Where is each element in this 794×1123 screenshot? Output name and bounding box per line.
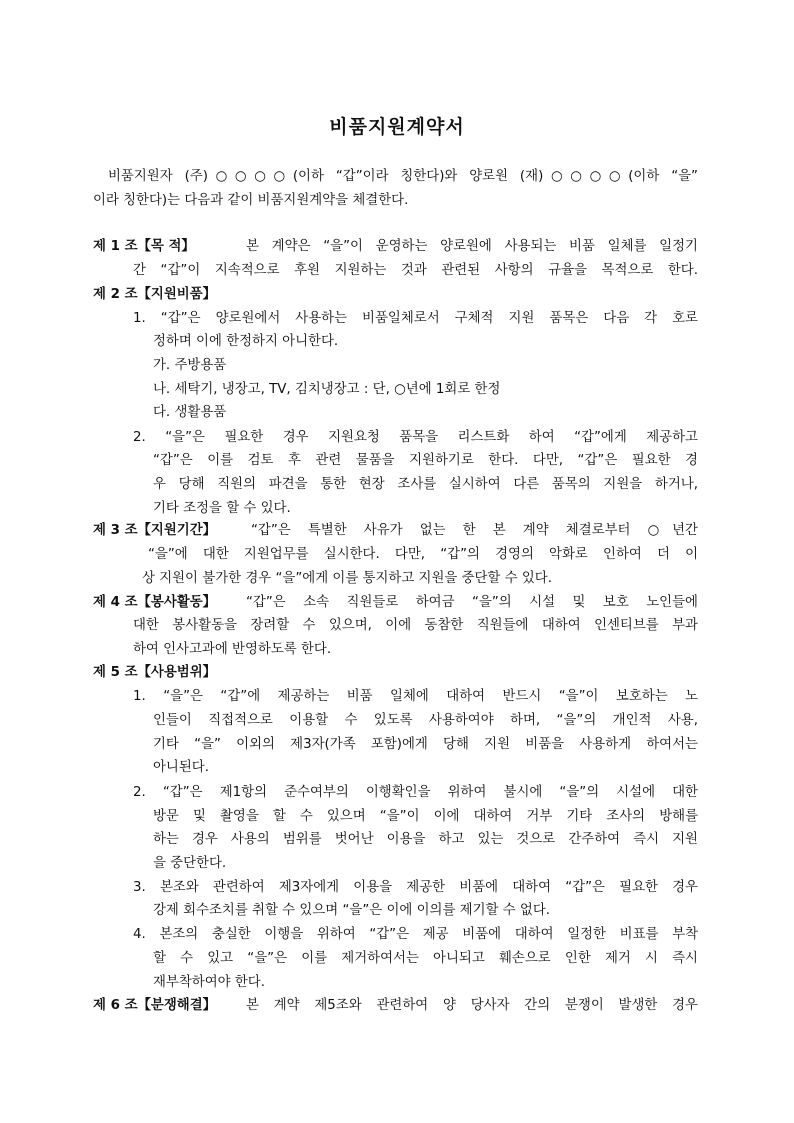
article-5-line-6: 방문 및 촬영을 할 수 있으며 “을”이 이에 대하여 거부 기타 조사의 방해를 bbox=[153, 809, 698, 824]
article-2-line-2: 정하며 이에 한정하지 아니한다. bbox=[153, 334, 339, 349]
article-5-line-13: 재부착하여야 한다. bbox=[153, 975, 265, 990]
intro-line-1: 비품지원자 (주)○○○○(이하 “갑”이라 칭한다)와 양로원 (재)○○○○(이하 “을” bbox=[108, 169, 698, 184]
article-2-item-ga: 가. 주방용품 bbox=[153, 358, 227, 373]
article-5-line-10: 강제 회수조치를 취할 수 있으며 “을”은 이에 이의를 제기할 수 없다. bbox=[153, 903, 551, 918]
article-5-line-2: 인들이 직접적으로 이용할 수 있도록 사용하여야 하며, “을”의 개인적 사용, bbox=[153, 713, 698, 728]
document-title: 비품지원계약서 bbox=[329, 116, 465, 138]
article-3-line-2: “을”에 대한 지원업무를 실시한다. 다만, “갑”의 경영의 악화로 인하여 더 이 bbox=[148, 547, 698, 562]
article-2-line-1: 1. “갑”은 양로원에서 사용하는 비품일체로서 구체적 지원 품목은 다음 각 호로 bbox=[133, 311, 698, 326]
article-5-line-11: 4. 본조의 충실한 이행을 위하여 “갑”은 제공 비품에 대하여 일정한 비표를 부착 bbox=[133, 927, 698, 942]
article-1-line-1: 본 계약은 “을”이 운영하는 양로원에 사용되는 비품 일체를 일정기 bbox=[246, 239, 698, 254]
article-1-heading: 제 1 조【목 적】 bbox=[93, 239, 195, 254]
article-3-line-1: “갑”은 특별한 사유가 없는 한 본 계약 체결로부터 ○년간 bbox=[251, 523, 698, 538]
article-5-line-12: 할 수 있고 “을”은 이를 제거하여서는 아니되고 훼손으로 인한 제거 시 즉시 bbox=[153, 951, 698, 966]
article-5-line-7: 하는 경우 사용의 범위를 벗어난 이용을 하고 있는 것으로 간주하여 즉시 지원 bbox=[153, 832, 698, 847]
article-6-line-1: 본 계약 제5조와 관련하여 양 당사자 간의 분쟁이 발생한 경우 bbox=[246, 998, 698, 1013]
article-2-line-6: 2. “을”은 필요한 경우 지원요청 품목을 리스트화 하여 “갑”에게 제공하고 bbox=[133, 430, 698, 445]
article-2-item-na: 나. 세탁기, 냉장고, TV, 김치냉장고 : 단, ○년에 1회로 한정 bbox=[153, 382, 501, 397]
article-5-line-5: 2. “갑”은 제1항의 준수여부의 이행확인을 위하여 불시에 “을”의 시설에 대한 bbox=[133, 785, 698, 800]
article-2-heading: 제 2 조【지원비품】 bbox=[93, 287, 217, 302]
article-2-item-da: 다. 생활용품 bbox=[153, 405, 227, 420]
article-4-line-1: “갑”은 소속 직원들로 하여금 “을”의 시설 및 보호 노인들에 bbox=[246, 595, 698, 610]
article-2-line-8: 우 당해 직원의 파견을 통한 현장 조사를 실시하여 다른 품목의 지원을 하거나, bbox=[153, 477, 698, 492]
article-1-line-2: 간 “갑”이 지속적으로 후원 지원하는 것과 관련된 사항의 규율을 목적으로 한다. bbox=[133, 263, 698, 278]
article-5-line-3: 기타 “을” 이외의 제3자(가족 포함)에게 당해 지원 비품을 사용하게 하여서는 bbox=[153, 737, 698, 752]
article-5-line-9: 3. 본조와 관련하여 제3자에게 이용을 제공한 비품에 대하여 “갑”은 필요한 경우 bbox=[133, 880, 698, 895]
article-2-line-7: “갑”은 이를 검토 후 관련 물품을 지원하기로 한다. 다만, “갑”은 필요한 경 bbox=[153, 453, 698, 468]
article-5-line-8: 을 중단한다. bbox=[153, 856, 227, 871]
intro-line-2: 이라 칭한다)는 다음과 같이 비품지원계약을 체결한다. bbox=[93, 193, 409, 208]
article-4-line-3: 하여 인사고과에 반영하도록 한다. bbox=[133, 642, 332, 657]
article-6-heading: 제 6 조【분쟁해결】 bbox=[93, 998, 217, 1013]
article-5-heading: 제 5 조【사용범위】 bbox=[93, 665, 217, 680]
article-5-line-1: 1. “을”은 “갑”에 제공하는 비품 일체에 대하여 반드시 “을”이 보호하는 노 bbox=[133, 689, 698, 704]
article-5-line-4: 아니된다. bbox=[153, 760, 209, 775]
article-2-line-9: 기타 조정을 할 수 있다. bbox=[153, 501, 291, 516]
article-3-line-3: 상 지원이 불가한 경우 “을”에게 이를 통지하고 지원을 중단할 수 있다. bbox=[142, 571, 552, 586]
article-4-heading: 제 4 조【봉사활동】 bbox=[93, 595, 217, 610]
article-3-heading: 제 3 조【지원기간】 bbox=[93, 523, 217, 538]
article-4-line-2: 대한 봉사활동을 장려할 수 있으며, 이에 동참한 직원들에 대하여 인센티브를 부과 bbox=[133, 618, 698, 633]
